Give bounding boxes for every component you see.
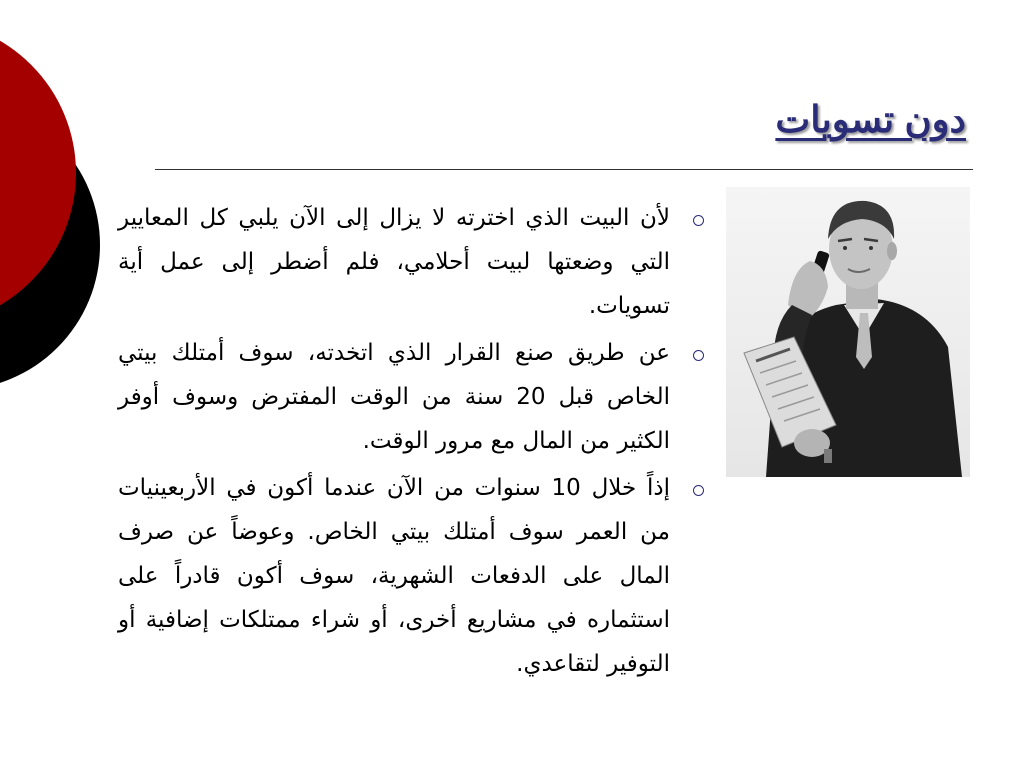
- title-divider: [155, 169, 973, 170]
- bullet-text: لأن البيت الذي اخترته لا يزال إلى الآن يلبي كل المعايير التي وضعتها لبيت أحلامي، فلم أضطر إلى عمل أية تسويات.: [118, 205, 670, 319]
- bullet-item: [118, 466, 670, 686]
- bullet-text: إذاً خلال 10 سنوات من الآن عندما أكون في الأربعينيات من العمر سوف أمتلك بيتي الخاص. وعوضاً عن صرف المال على الدفعات الشهرية، سوف أكون قادراً على استثماره في مشاريع أخرى، أو شراء ممتلكات إضافية أو التوفير لتقاعدي.: [118, 475, 670, 677]
- hollow-circle-bullet-icon: [693, 215, 704, 226]
- bullet-text: عن طريق صنع القرار الذي اتخدته، سوف أمتلك بيتي الخاص قبل 20 سنة من الوقت المفترض وسوف أوفر الكثير من المال مع مرور الوقت.: [118, 340, 670, 454]
- bullet-item: [118, 196, 670, 328]
- hollow-circle-bullet-icon: [693, 485, 704, 496]
- man-on-phone-photo: [726, 187, 970, 477]
- bullet-item: [118, 331, 670, 463]
- bullet-list: [118, 196, 670, 686]
- hollow-circle-bullet-icon: [693, 350, 704, 361]
- slide-title: دون تسويات: [775, 99, 966, 140]
